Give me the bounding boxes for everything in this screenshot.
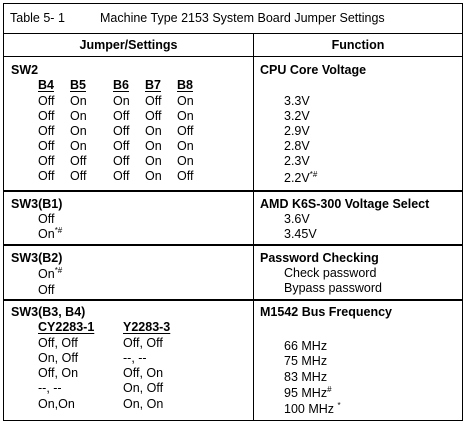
sw3b34-function: M1542 Bus Frequency <box>260 305 392 319</box>
table-cell: Off <box>113 154 130 168</box>
voltage-value: 2.2V*# <box>284 169 318 185</box>
sw3b2-setting-off: Off <box>38 283 55 297</box>
section-divider <box>4 190 462 192</box>
table-cell: Off <box>113 109 130 123</box>
table-cell: Off <box>38 94 55 108</box>
table-cell: On <box>145 154 162 168</box>
password-option: Bypass password <box>284 281 382 295</box>
table-cell: On <box>177 109 194 123</box>
header-function: Function <box>331 38 385 52</box>
voltage-value: 3.3V <box>284 94 310 108</box>
frequency-value: 66 MHz <box>284 339 328 353</box>
table-cell: Off <box>38 124 55 138</box>
voltage-value: 2.3V <box>284 154 310 168</box>
table-cell: On <box>70 139 87 153</box>
table-cell: On <box>70 94 87 108</box>
frequency-value: 95 MHz# <box>284 384 332 400</box>
marker: # <box>327 384 332 394</box>
sw3b2-setting-on: On*# <box>38 265 63 281</box>
jumper-settings-table <box>3 3 463 421</box>
table-cell: Off <box>145 94 162 108</box>
table-cell: Off <box>38 139 55 153</box>
sw3b34-label: SW3(B3, B4) <box>11 305 86 319</box>
sw2-col-b4: B4 <box>38 78 54 92</box>
table-cell: On <box>177 139 194 153</box>
table-caption <box>4 4 462 34</box>
table-cell: Off, On <box>123 366 164 380</box>
table-cell: --, -- <box>123 351 147 365</box>
voltage-value: 2.9V <box>284 124 310 138</box>
table-cell: Off, On <box>38 366 79 380</box>
table-cell: Off <box>38 169 55 183</box>
sw3b2-label: SW3(B2) <box>11 251 63 265</box>
frequency-value: 75 MHz <box>284 354 328 368</box>
section-divider <box>4 244 462 246</box>
table-cell: Off <box>38 154 55 168</box>
voltage-value: 3.6V <box>284 212 310 226</box>
default-marker: *# <box>309 169 318 179</box>
sw3b1-function: AMD K6S-300 Voltage Select <box>260 197 430 211</box>
table-cell: Off <box>177 124 194 138</box>
default-marker: *# <box>54 225 63 235</box>
table-cell: Off, Off <box>38 336 78 350</box>
table-title: Machine Type 2153 System Board Jumper Settings <box>100 11 385 25</box>
table-cell: On, Off <box>38 351 79 365</box>
table-cell: Off <box>70 154 87 168</box>
table-cell: On <box>145 139 162 153</box>
sw2-col-b8: B8 <box>177 78 193 92</box>
marker: * <box>337 400 341 410</box>
table-cell: On <box>70 109 87 123</box>
frequency-value: 100 MHz * <box>284 400 341 416</box>
sw3b1-setting-off: Off <box>38 212 55 226</box>
sw2-label: SW2 <box>11 63 39 77</box>
table-cell: Off <box>38 109 55 123</box>
default-marker: *# <box>54 265 63 275</box>
table-cell: On <box>177 154 194 168</box>
table-cell: Off <box>113 139 130 153</box>
sw3b34-col-cy2283-1: CY2283-1 <box>38 320 95 334</box>
header-row <box>4 34 462 57</box>
table-cell: Off <box>177 169 194 183</box>
sw2-col-b6: B6 <box>113 78 129 92</box>
frequency-value: 83 MHz <box>284 370 328 384</box>
sw2-col-b5: B5 <box>70 78 86 92</box>
table-cell: On <box>145 169 162 183</box>
column-divider <box>253 34 254 420</box>
table-cell: On, Off <box>123 381 164 395</box>
section-divider <box>4 299 462 301</box>
table-cell: --, -- <box>38 381 62 395</box>
sw3b2-function: Password Checking <box>260 251 379 265</box>
table-cell: On <box>70 124 87 138</box>
table-cell: On <box>177 94 194 108</box>
table-cell: Off <box>113 124 130 138</box>
table-cell: On <box>145 124 162 138</box>
sw2-col-b7: B7 <box>145 78 161 92</box>
password-option: Check password <box>284 266 377 280</box>
voltage-value: 2.8V <box>284 139 310 153</box>
voltage-value: 3.45V <box>284 227 317 241</box>
table-cell: On <box>113 94 130 108</box>
table-cell: Off <box>145 109 162 123</box>
table-cell: Off, Off <box>123 336 163 350</box>
sw2-function: CPU Core Voltage <box>260 63 367 77</box>
table-cell: Off <box>70 169 87 183</box>
table-cell: Off <box>113 169 130 183</box>
table-cell: On,On <box>38 397 75 411</box>
sw3b1-setting-on: On*# <box>38 225 63 241</box>
voltage-value: 3.2V <box>284 109 310 123</box>
header-jumper-settings: Jumper/Settings <box>79 38 178 52</box>
sw3b34-col-y2283-3: Y2283-3 <box>123 320 171 334</box>
sw3b1-label: SW3(B1) <box>11 197 63 211</box>
table-number: Table 5- 1 <box>10 11 65 25</box>
table-cell: On, On <box>123 397 164 411</box>
